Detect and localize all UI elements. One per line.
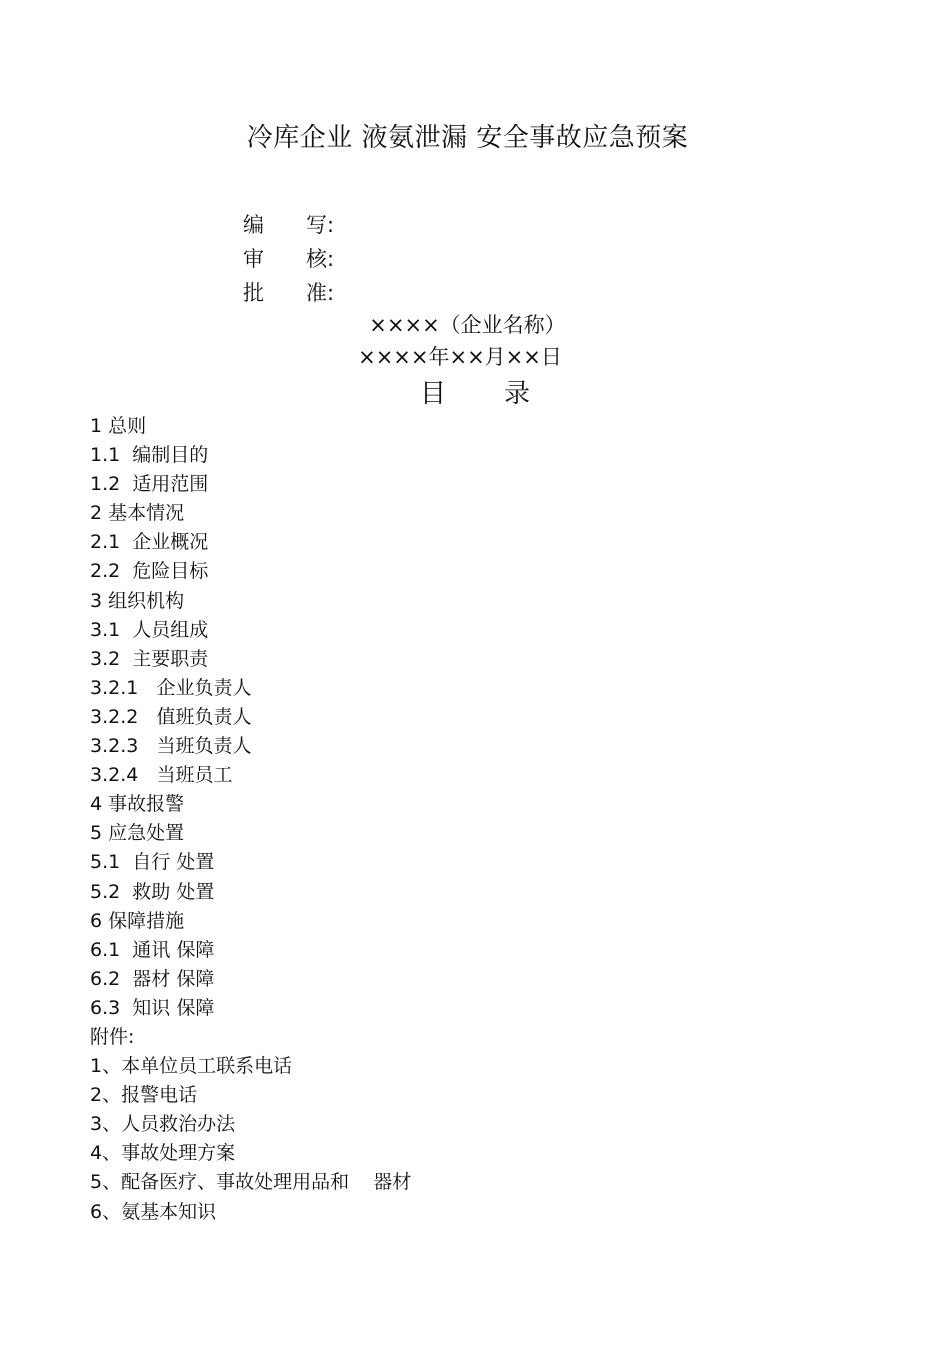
signoff-block bbox=[243, 208, 334, 310]
toc-item: 附件: bbox=[90, 1025, 135, 1048]
toc-item: 3.2.2 值班负责人 bbox=[90, 705, 252, 728]
toc-item: 5.1 自行 处置 bbox=[90, 851, 215, 874]
toc-item: 3.2 主要职责 bbox=[90, 647, 209, 670]
toc-item: 3、人员救治办法 bbox=[90, 1113, 236, 1136]
signoff-row-reviewer bbox=[243, 242, 334, 276]
toc-heading bbox=[0, 374, 950, 414]
toc-item: 1、本单位员工联系电话 bbox=[90, 1055, 293, 1078]
signoff-colon: : bbox=[327, 281, 335, 305]
signoff-row-approver bbox=[243, 276, 334, 310]
toc-item: 2 基本情况 bbox=[90, 502, 185, 525]
document-date: ××××年××月××日 bbox=[358, 345, 562, 369]
table-of-contents bbox=[90, 412, 411, 1227]
toc-heading-left: 目 bbox=[419, 379, 446, 409]
toc-item: 4 事故报警 bbox=[90, 793, 185, 816]
toc-item: 2.2 危险目标 bbox=[90, 560, 209, 583]
signoff-label: 审核 bbox=[243, 247, 327, 271]
toc-item: 3.2.3 当班负责人 bbox=[90, 735, 252, 758]
toc-item: 6.2 器材 保障 bbox=[90, 967, 215, 990]
toc-item: 4、事故处理方案 bbox=[90, 1142, 236, 1165]
signoff-row-author bbox=[243, 208, 334, 242]
toc-item: 5.2 救助 处置 bbox=[90, 880, 215, 903]
document-title: 冷库企业 液氨泄漏 安全事故应急预案 bbox=[246, 123, 689, 153]
toc-item: 6、氨基本知识 bbox=[90, 1200, 217, 1223]
signoff-label: 编写 bbox=[243, 213, 327, 237]
signoff-colon: : bbox=[327, 247, 335, 271]
toc-item: 3.1 人员组成 bbox=[90, 618, 209, 641]
toc-item: 3.2.4 当班员工 bbox=[90, 764, 233, 787]
toc-item: 5 应急处置 bbox=[90, 822, 185, 845]
signoff-colon: : bbox=[327, 213, 335, 237]
toc-item: 1 总则 bbox=[90, 415, 147, 437]
toc-item: 5、配备医疗、事故处理用品和 器材 bbox=[90, 1171, 412, 1194]
toc-item: 3 组织机构 bbox=[90, 589, 185, 612]
toc-item: 6.1 通讯 保障 bbox=[90, 938, 215, 961]
toc-item: 3.2.1 企业负责人 bbox=[90, 676, 252, 699]
toc-item: 6.3 知识 保障 bbox=[90, 996, 215, 1019]
toc-item: 1.1 编制目的 bbox=[90, 444, 209, 467]
toc-item: 2、报警电话 bbox=[90, 1084, 198, 1107]
toc-item: 2.1 企业概况 bbox=[90, 531, 209, 554]
toc-heading-right: 录 bbox=[504, 379, 531, 409]
toc-item: 1.2 适用范围 bbox=[90, 473, 209, 496]
toc-item: 6 保障措施 bbox=[90, 909, 185, 932]
company-name: ××××（企业名称） bbox=[369, 313, 566, 337]
signoff-label: 批准 bbox=[243, 281, 327, 305]
